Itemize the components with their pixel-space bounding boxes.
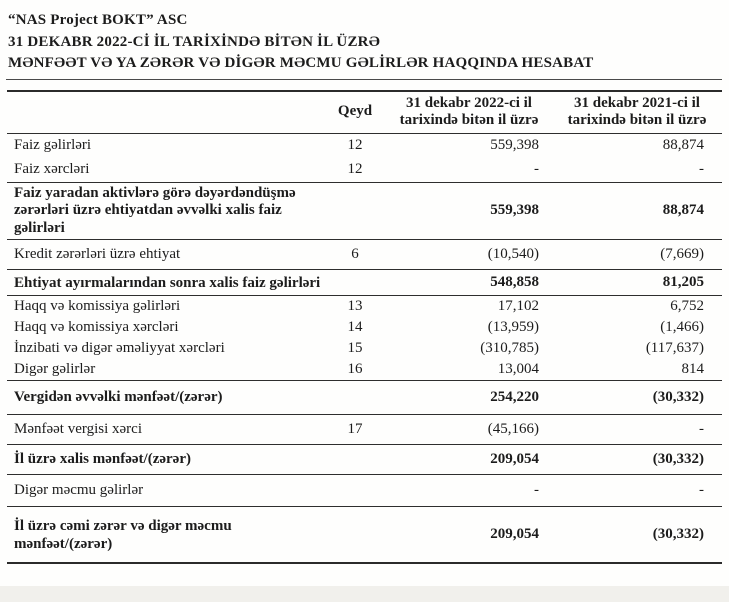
row-value-2021: 81,205: [662, 274, 704, 290]
row-value-2021: (7,669): [660, 246, 704, 262]
period-line: 31 DEKABR 2022-Cİ İL TARİXİNDƏ BİTƏN İL ÜZRƏ: [8, 33, 380, 50]
table-row: [7, 338, 722, 359]
row-value-2021: (30,332): [652, 526, 704, 542]
row-value-2021: 6,752: [670, 298, 704, 314]
row-value-2022: 559,398: [490, 202, 539, 219]
row-value-2021: -: [699, 482, 704, 498]
table-row: [7, 359, 722, 380]
row-label: Vergidən əvvəlki mənfəət/(zərər): [14, 389, 223, 405]
row-note: 6: [351, 246, 359, 262]
row-value-2022: 209,054: [490, 451, 539, 467]
row-value-2022: 17,102: [497, 298, 539, 314]
row-label: Faiz yaradan aktivlərə görə dəyərdəndüşmə zərərləri üzrə ehtiyatdan əvvəlki xalis faiz gəlirləri: [14, 184, 296, 236]
row-label: İnzibati və digər əməliyyat xərcləri: [14, 340, 225, 356]
row-value-2021: -: [699, 421, 704, 437]
note-column-header: Qeyd: [337, 103, 373, 119]
table-header-row: [7, 92, 722, 134]
table-row: [7, 474, 722, 506]
row-note: 12: [347, 137, 363, 153]
row-value-2021: 88,874: [662, 137, 704, 153]
row-label: Haqq və komissiya gəlirləri: [14, 298, 181, 314]
row-label: Faiz gəlirləri: [14, 137, 92, 153]
row-label: Mənfəət vergisi xərci: [14, 421, 143, 437]
table-row: [7, 380, 722, 414]
row-note: 12: [347, 161, 363, 177]
row-value-2022: 209,054: [490, 526, 539, 542]
income-statement-table: [7, 90, 722, 565]
table-row: [7, 414, 722, 444]
row-value-2022: (45,166): [487, 421, 539, 437]
row-label: Ehtiyat ayırmalarından sonra xalis faiz gəlirləri: [14, 274, 321, 291]
row-value-2022: -: [534, 482, 539, 498]
table-row: [7, 158, 722, 182]
row-note: 16: [347, 361, 363, 377]
row-value-2022: -: [534, 161, 539, 177]
row-value-2021: (30,332): [652, 451, 704, 467]
row-value-2022: 254,220: [490, 389, 539, 405]
row-label: Digər gəlirlər: [14, 361, 96, 377]
row-note: 17: [347, 421, 363, 437]
row-note: 13: [347, 298, 363, 314]
row-label: Kredit zərərləri üzrə ehtiyat: [14, 246, 181, 262]
table-row: [7, 134, 722, 158]
table-row: [7, 317, 722, 338]
row-label: Haqq və komissiya xərcləri: [14, 319, 179, 335]
row-label: Faiz xərcləri: [14, 161, 90, 177]
scan-margin-area: [0, 586, 729, 602]
table-row: [7, 269, 722, 295]
row-value-2022: 13,004: [497, 361, 539, 377]
table-row: [7, 182, 722, 240]
period-2021-column-header: 31 dekabr 2021-ci il tarixində bitən il üzrə: [567, 94, 707, 128]
row-note: 15: [347, 340, 363, 356]
table-row: [7, 506, 722, 564]
row-value-2022: (10,540): [487, 246, 539, 262]
row-value-2021: (30,332): [652, 389, 704, 405]
row-note: 14: [347, 319, 363, 335]
row-value-2021: (1,466): [660, 319, 704, 335]
row-label: İl üzrə xalis mənfəət/(zərər): [14, 451, 191, 467]
row-label: Digər məcmu gəlirlər: [14, 482, 144, 498]
table-row: [7, 295, 722, 317]
row-value-2021: -: [699, 161, 704, 177]
row-value-2022: (310,785): [480, 340, 539, 356]
header-underline: [6, 79, 722, 80]
row-value-2021: 814: [681, 361, 704, 377]
period-2022-column-header: 31 dekabr 2022-ci il tarixində bitən il üzrə: [399, 94, 539, 128]
table-row: [7, 444, 722, 474]
table-row: [7, 239, 722, 269]
statement-title: MƏNFƏƏT VƏ YA ZƏRƏR VƏ DİGƏR MƏCMU GƏLİRLƏR HAQQINDA HESABAT: [8, 55, 594, 71]
row-value-2021: 88,874: [662, 202, 704, 219]
row-label: İl üzrə cəmi zərər və digər məcmu mənfəət/(zərər): [14, 517, 232, 552]
row-value-2022: (13,959): [487, 319, 539, 335]
row-value-2022: 559,398: [490, 137, 539, 153]
document-header: [0, 0, 729, 75]
company-name: “NAS Project BOKT” ASC: [8, 12, 188, 28]
row-value-2021: (117,637): [645, 340, 704, 356]
row-value-2022: 548,858: [490, 274, 539, 290]
